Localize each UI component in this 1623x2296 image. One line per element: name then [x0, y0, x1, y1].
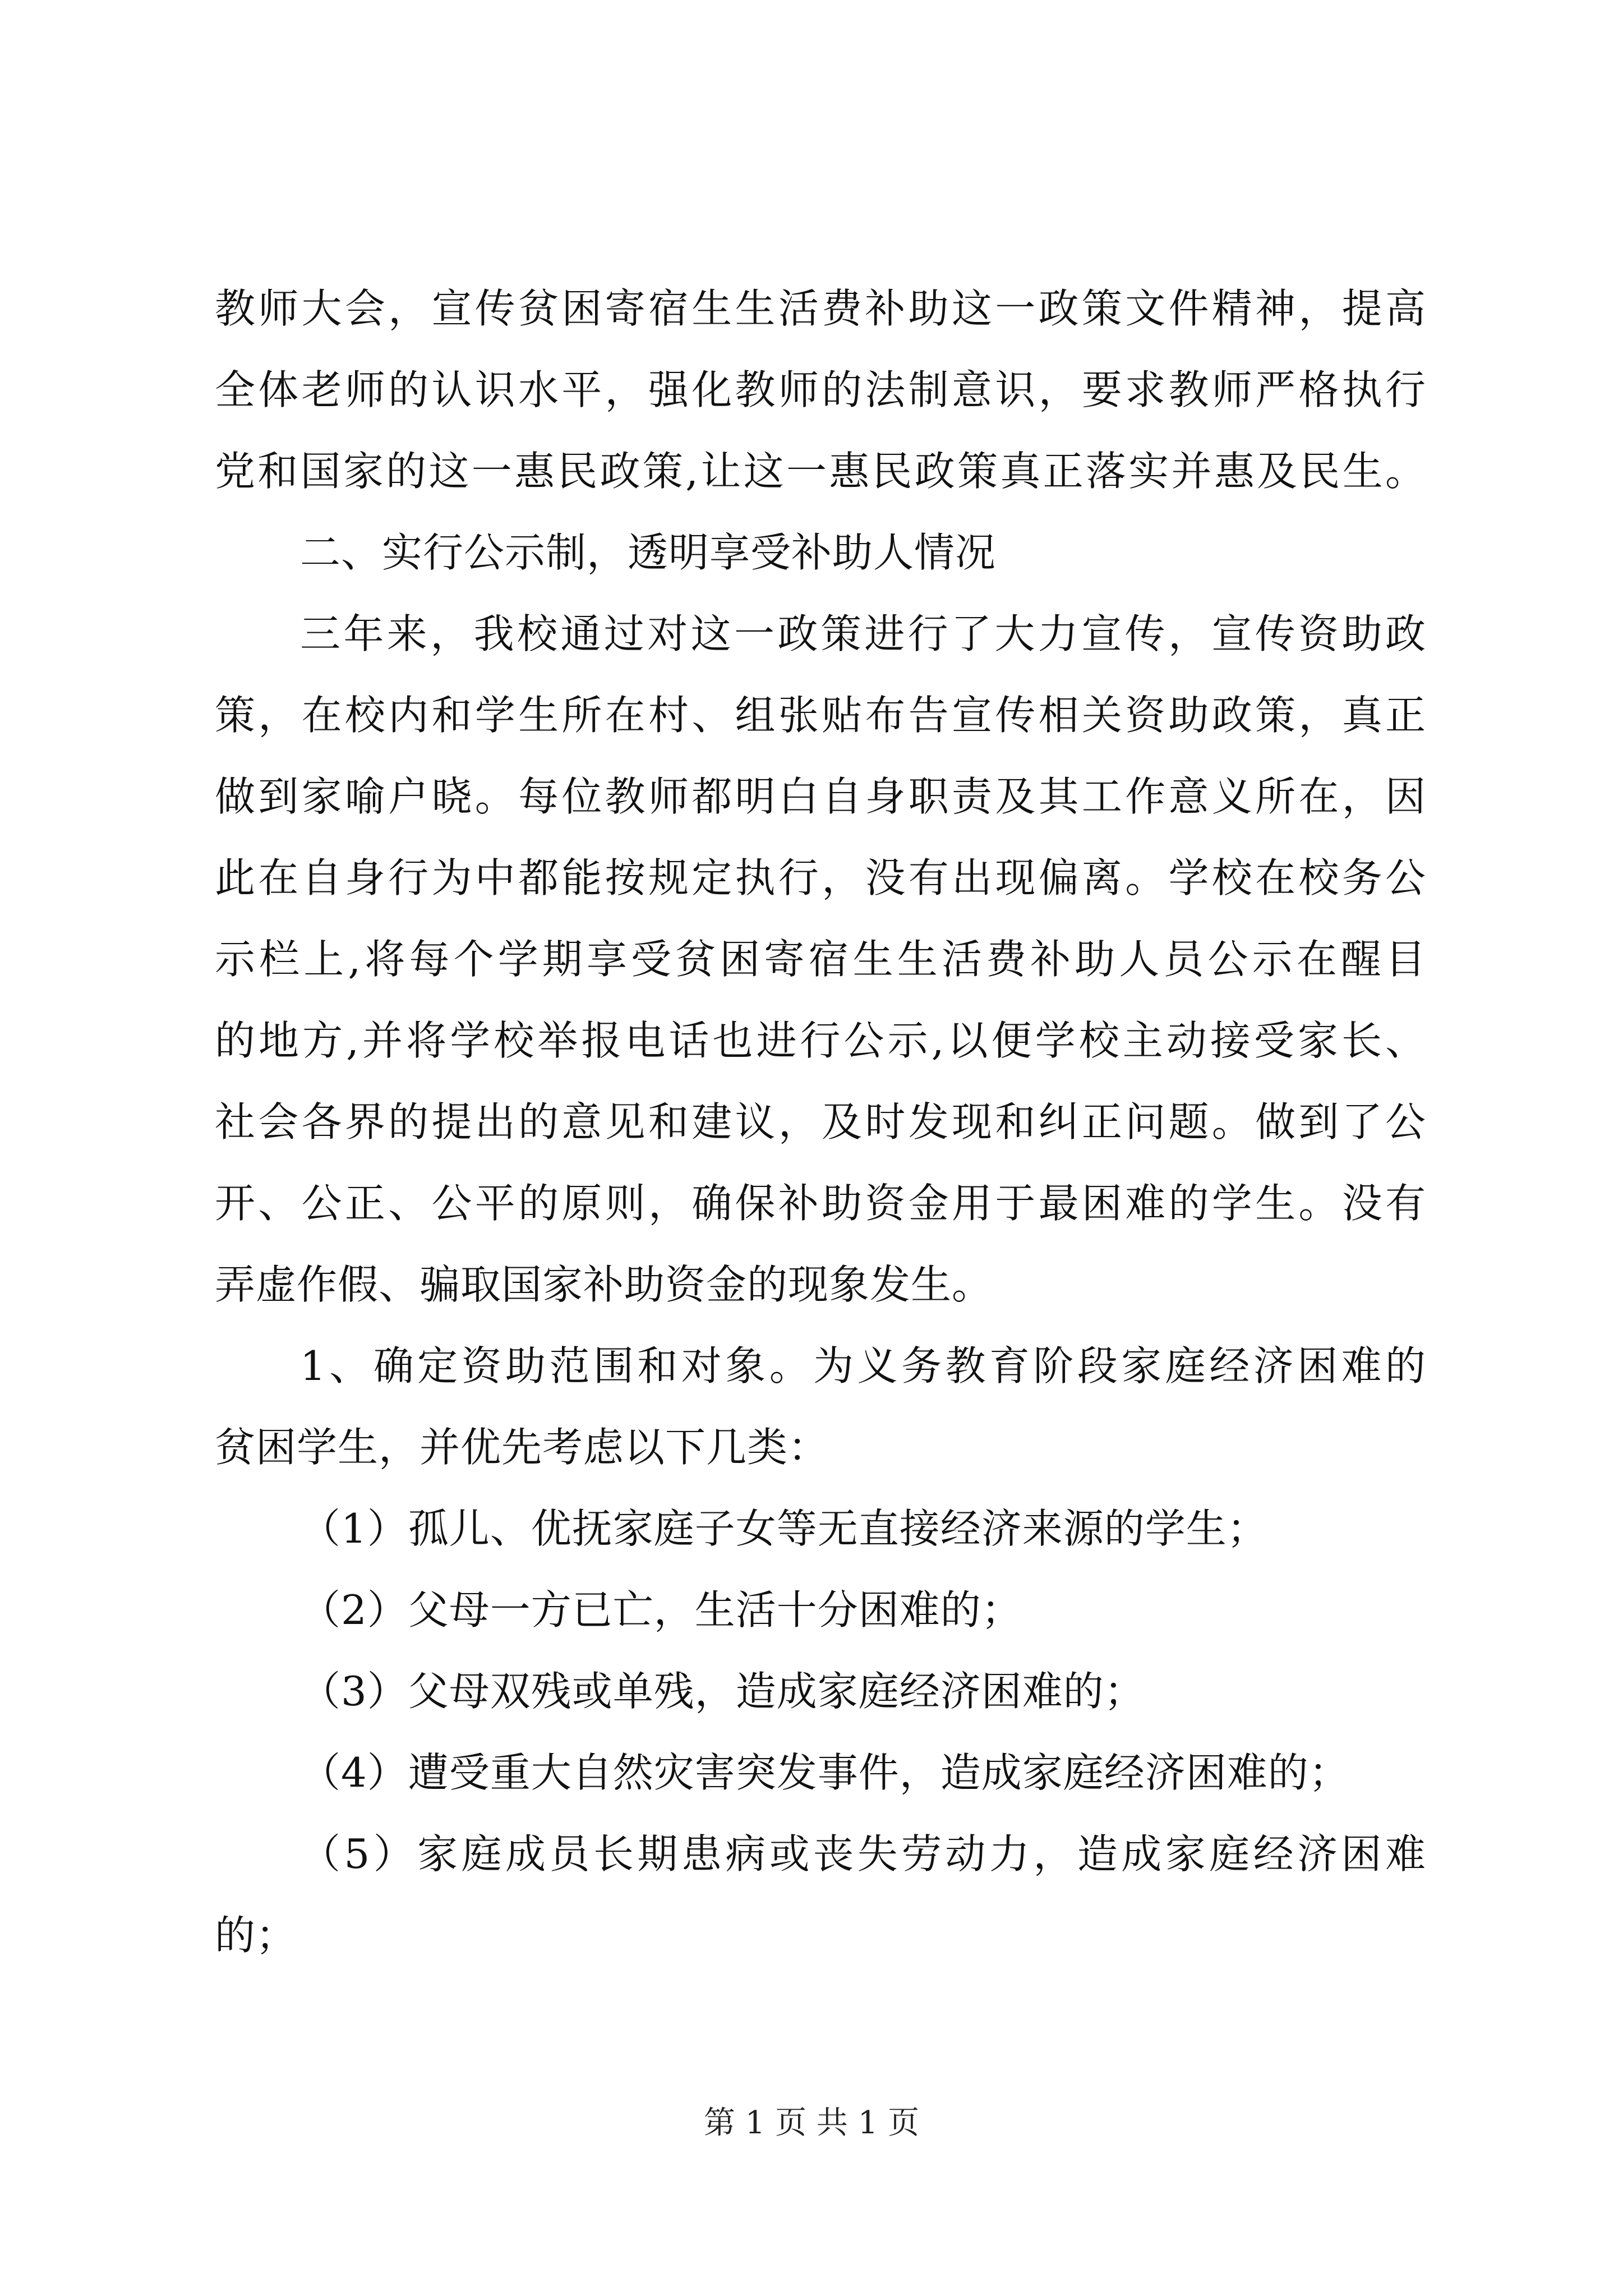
- paragraph-line: 党和国家的这一惠民政策,让这一惠民政策真正落实并惠及民生。: [215, 448, 1426, 495]
- paragraph-line: 贫困学生，并优先考虑以下几类：: [215, 1424, 829, 1471]
- paragraph-line: 开、公正、公平的原则，确保补助资金用于最困难的学生。没有: [215, 1180, 1426, 1227]
- paragraph-line: 示栏上,将每个学期享受贫困寄宿生生活费补助人员公示在醒目: [215, 936, 1426, 983]
- list-item: （2）父母一方已亡，生活十分困难的；: [300, 1586, 1022, 1634]
- list-item: （4）遭受重大自然灾害突发事件，造成家庭经济困难的；: [300, 1749, 1350, 1796]
- paragraph-line: 教师大会，宣传贫困寄宿生生活费补助这一政策文件精神，提高: [215, 285, 1426, 332]
- paragraph-line: 全体老师的认识水平，强化教师的法制意识，要求教师严格执行: [215, 366, 1426, 413]
- list-item: （3）父母双残或单残，造成家庭经济困难的；: [300, 1668, 1145, 1715]
- list-item: （5）家庭成员长期患病或丧失劳动力，造成家庭经济困难: [300, 1830, 1426, 1878]
- section-heading: 二、实行公示制，透明享受补助人情况: [300, 529, 997, 576]
- list-item: （1）孤儿、优抚家庭子女等无直接经济来源的学生；: [300, 1505, 1268, 1552]
- document-body: [215, 268, 1426, 1976]
- paragraph-line: 1、确定资助范围和对象。为义务教育阶段家庭经济困难的: [300, 1342, 1426, 1389]
- paragraph-line: 弄虚作假、骗取国家补助资金的现象发生。: [215, 1261, 993, 1308]
- paragraph-line: 三年来，我校通过对这一政策进行了大力宣传，宣传资助政: [300, 610, 1426, 657]
- paragraph-line: 做到家喻户晓。每位教师都明白自身职责及其工作意义所在，因: [215, 773, 1426, 820]
- page-footer: 第 1 页 共 1 页: [703, 2105, 920, 2141]
- list-item-continuation: 的；: [215, 1912, 297, 1959]
- paragraph-line: 社会各界的提出的意见和建议，及时发现和纠正问题。做到了公: [215, 1098, 1426, 1145]
- paragraph-line: 此在自身行为中都能按规定执行，没有出现偏离。学校在校务公: [215, 854, 1426, 901]
- paragraph-line: 的地方,并将学校举报电话也进行公示,以便学校主动接受家长、: [215, 1017, 1426, 1064]
- paragraph-line: 策，在校内和学生所在村、组张贴布告宣传相关资助政策，真正: [215, 692, 1426, 739]
